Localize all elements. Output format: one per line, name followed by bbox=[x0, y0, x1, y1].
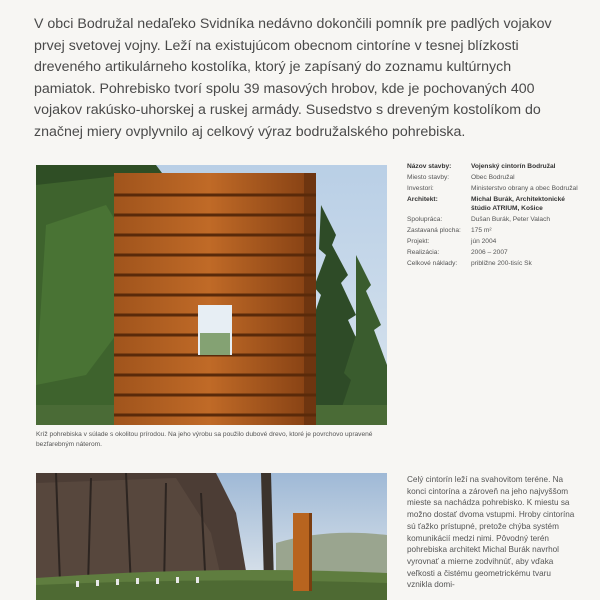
fact-value: Dušan Burák, Peter Valach bbox=[471, 216, 551, 223]
fact-value: 2006 – 2007 bbox=[471, 249, 508, 256]
fact-label: Názov stavby: bbox=[407, 163, 452, 170]
fact-label: Celkové náklady: bbox=[407, 260, 458, 267]
fact-label: Investori: bbox=[407, 185, 434, 192]
fact-row bbox=[407, 184, 582, 195]
fact-row bbox=[407, 248, 582, 259]
intro-paragraph: V obci Bodružal nedaľeko Svidníka nedávno dokončili pomník pre padlých vojakov prvej svetovej vojny. Leží na existujúcom obecnom cintoríne v tesnej blízkosti dreveného artikulárneho kostolíka, ktorý je zapísaný do zoznamu kultúrnych pamiatok. Pohrebisko tvorí spolu 39 masových hrobov, kde je pochovaných 400 vojakov rakúsko-uhorskej a ruskej armády. Susedstvo s dreveným kostolíkom do značnej miery ovplyvnilo aj celkový výraz bodružalského pohrebiska. bbox=[34, 16, 552, 140]
fact-row bbox=[407, 173, 582, 184]
project-facts bbox=[407, 162, 582, 270]
fact-row bbox=[407, 237, 582, 248]
monument-photo bbox=[36, 165, 387, 425]
fact-value: Ministerstvo obrany a obec Bodružal bbox=[471, 185, 578, 192]
fact-value: Michal Burák, Architektonické štúdio ATRIUM, Košice bbox=[471, 196, 565, 212]
fact-row bbox=[407, 215, 582, 226]
fact-label: Projekt: bbox=[407, 238, 430, 245]
fact-value: 175 m² bbox=[471, 227, 492, 234]
fact-label: Architekt: bbox=[407, 196, 438, 203]
fact-label: Miesto stavby: bbox=[407, 174, 450, 181]
fact-row bbox=[407, 259, 582, 270]
fact-row bbox=[407, 195, 582, 215]
fact-value: jún 2004 bbox=[471, 238, 497, 245]
fact-row bbox=[407, 226, 582, 237]
fact-value: približne 200-tisíc Sk bbox=[471, 260, 532, 267]
fact-value: Obec Bodružal bbox=[471, 174, 515, 181]
fact-label: Zastavaná plocha: bbox=[407, 227, 461, 234]
fact-label: Spolupráca: bbox=[407, 216, 443, 223]
fact-value: Vojenský cintorín Bodružal bbox=[471, 163, 556, 170]
photo-caption: Kríž pohrebiska v súlade s okolitou prírodou. Na jeho výrobu sa použilo dubové drevo, ktoré je povrchovo upravené bezfarebným náterom. bbox=[36, 431, 373, 448]
fact-label: Realizácia: bbox=[407, 249, 440, 256]
cemetery-photo bbox=[36, 473, 387, 600]
fact-row bbox=[407, 162, 582, 173]
side-paragraph: Celý cintorín leží na svahovitom teréne. Na konci cintorína a zároveň na jeho najvyššom mieste sa nachádza pohrebisko. K miestu sa možno dostať dvoma vstupmi. Hroby cintorína sú ťažko prístupné, pretože chýba systém komunikácií medzi nimi. Pôvodný terén pohrebiska architekt Michal Burák navrhol vyrovnať a mierne zodvihnúť, aby vďaka veľkosti a čistému geometrickému tvaru vznikla domi- bbox=[407, 475, 575, 590]
